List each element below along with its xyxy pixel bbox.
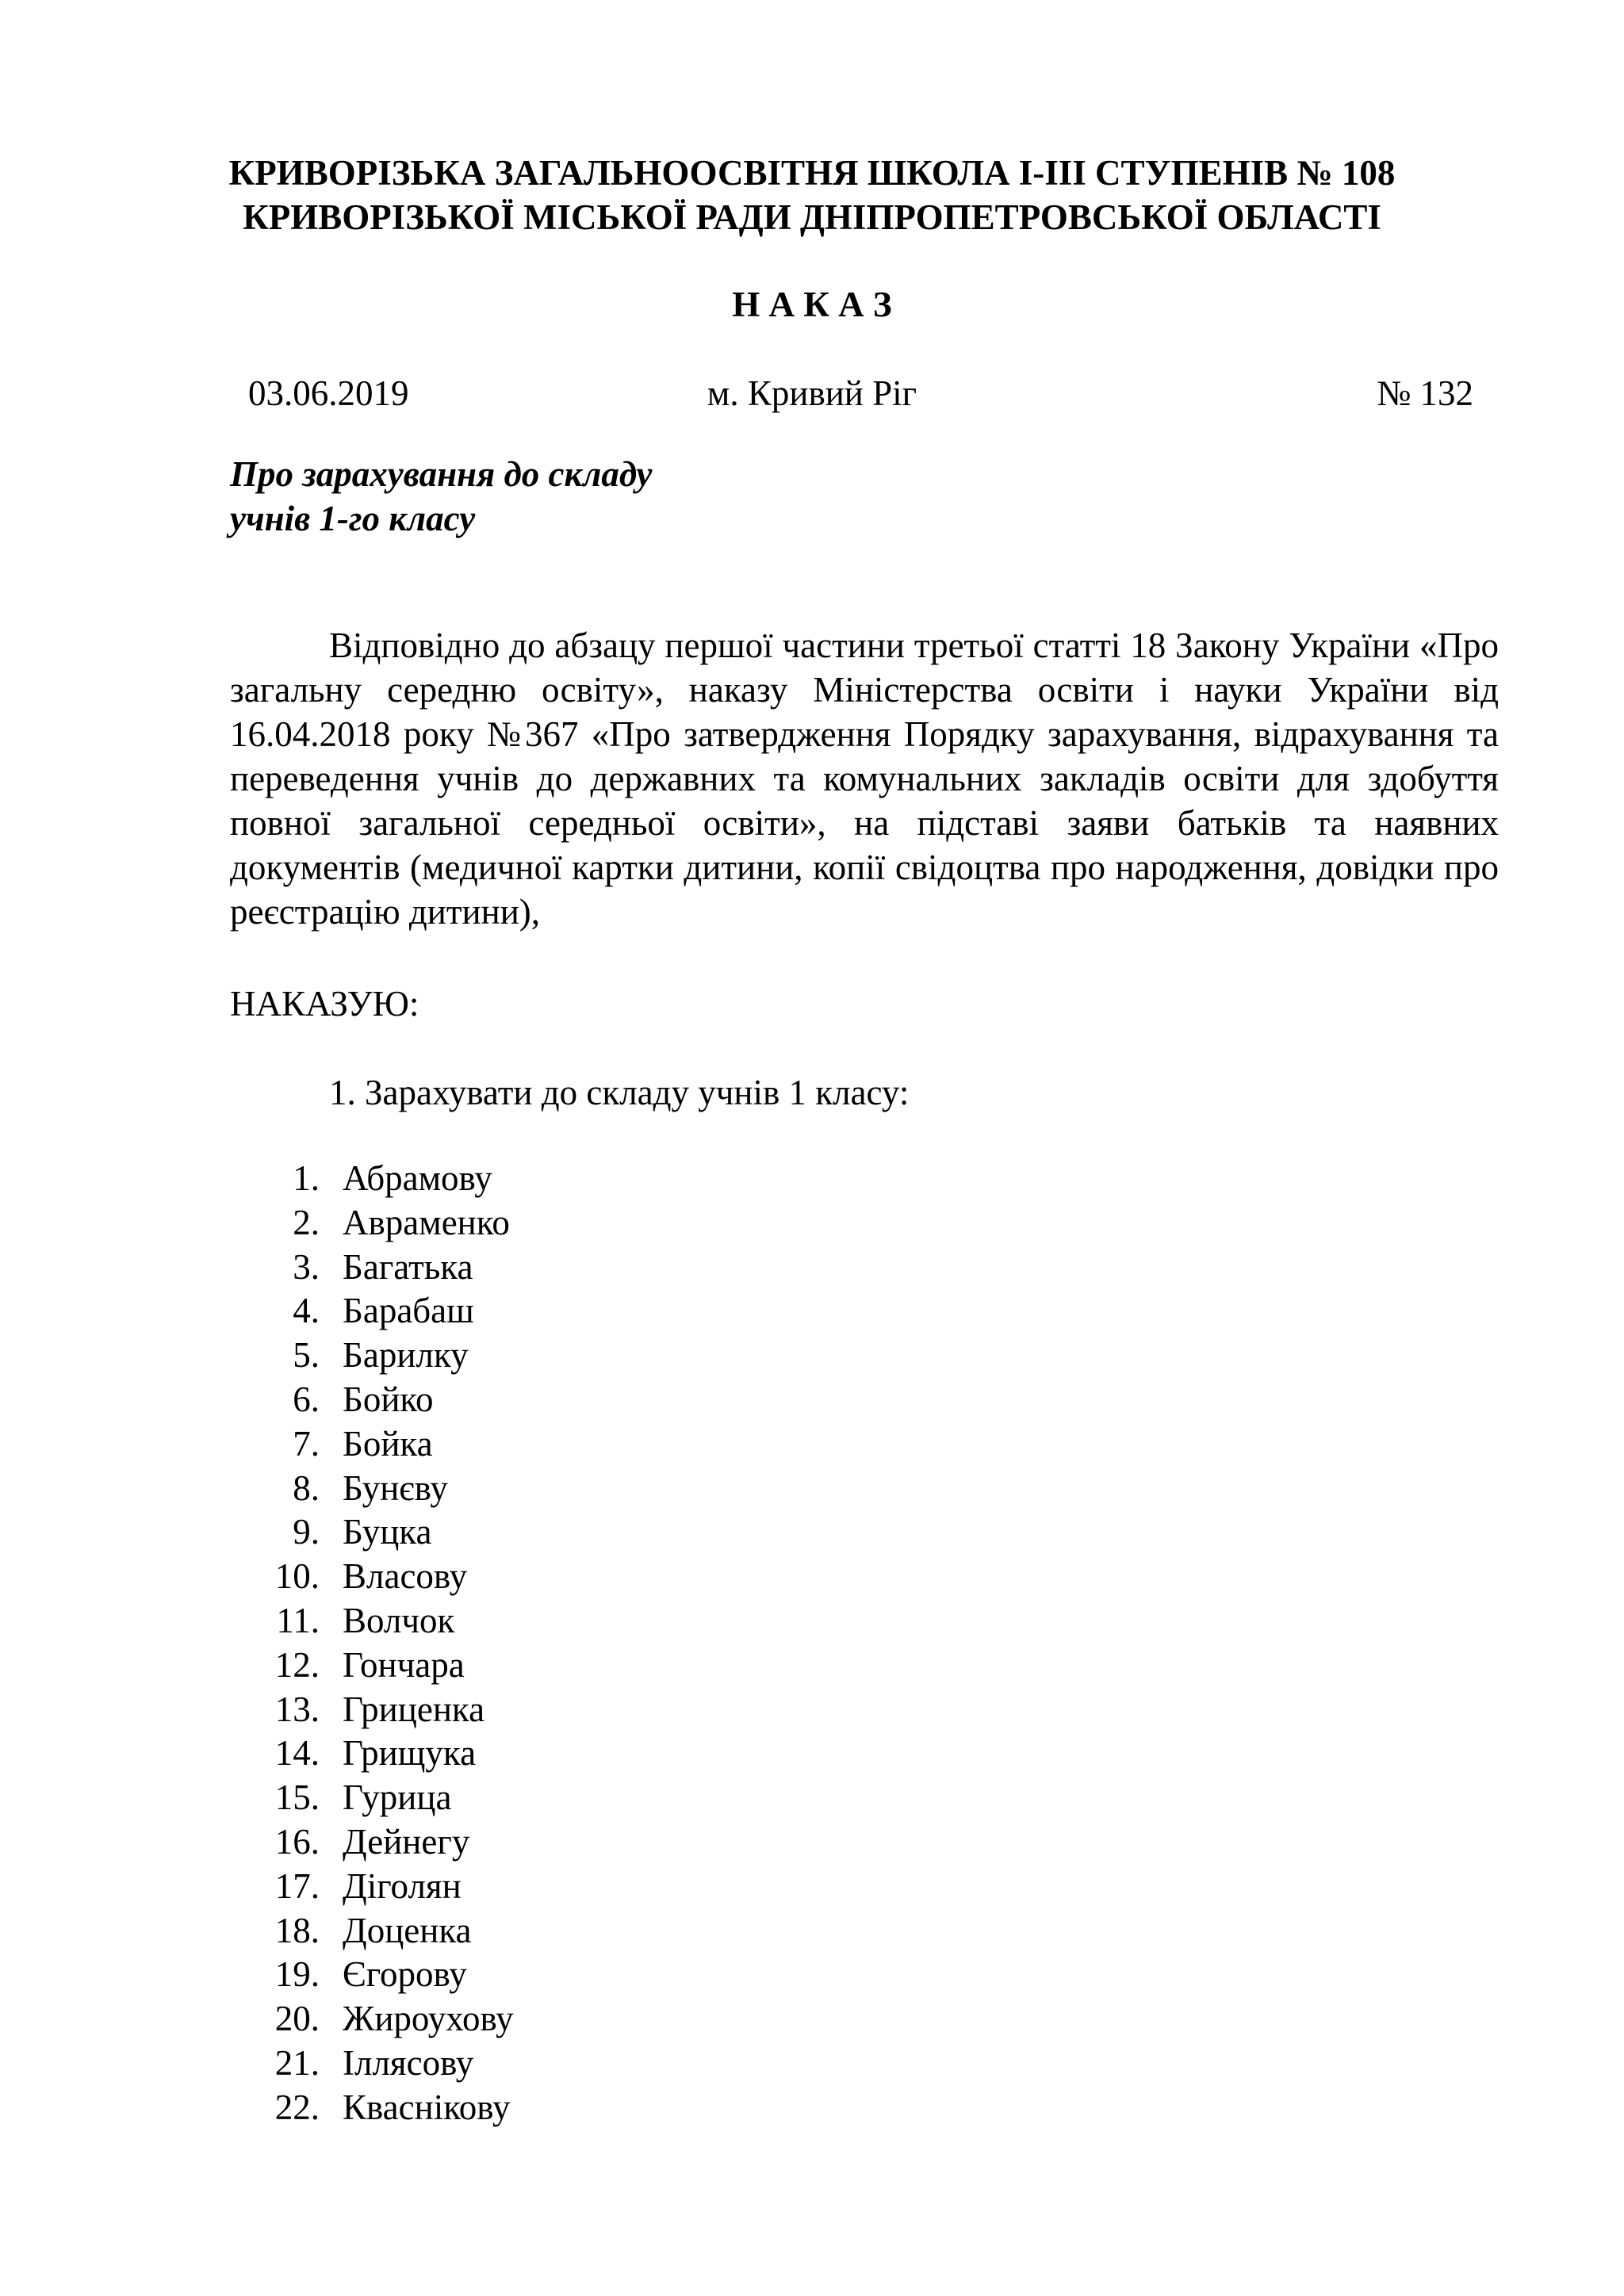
student-number: 22. — [274, 2087, 320, 2127]
student-number: 7. — [293, 1423, 320, 1464]
student-list-item — [230, 1334, 469, 1378]
student-name: Діголян — [343, 1866, 462, 1906]
student-name: Волчок — [343, 1600, 455, 1640]
student-number: 18. — [274, 1910, 320, 1950]
student-name: Дейнегу — [343, 1821, 470, 1862]
student-list-item — [230, 1555, 468, 1599]
student-name: Багатька — [343, 1246, 473, 1287]
student-number: 1. — [293, 1158, 320, 1198]
student-list-item — [230, 1865, 462, 1909]
school-name — [159, 151, 1465, 239]
student-list-item — [230, 1953, 467, 1997]
student-name: Грищука — [343, 1733, 477, 1774]
student-number: 19. — [274, 1954, 320, 1995]
student-list-item — [230, 1732, 477, 1776]
order-subject-line-2: учнів 1-го класу — [230, 499, 476, 538]
student-name: Буцка — [343, 1512, 432, 1552]
student-number: 4. — [293, 1291, 320, 1331]
student-list-item — [230, 1378, 434, 1422]
student-number: 9. — [293, 1512, 320, 1552]
student-list-item — [230, 2086, 511, 2130]
student-number: 21. — [274, 2042, 320, 2083]
student-list-item — [230, 1909, 472, 1954]
student-number: 2. — [293, 1202, 320, 1242]
student-name: Бойка — [343, 1423, 433, 1464]
student-number: 15. — [274, 1777, 320, 1818]
student-number: 11. — [276, 1600, 320, 1640]
student-number: 20. — [274, 1999, 320, 2039]
student-name: Бойко — [343, 1379, 434, 1419]
student-name: Власову — [343, 1556, 468, 1597]
student-list-item — [230, 1997, 514, 2042]
student-number: 16. — [274, 1821, 320, 1862]
student-number: 13. — [274, 1689, 320, 1729]
student-name: Гриценка — [343, 1689, 485, 1729]
preamble-paragraph: Відповідно до абзацу першої частини третьої статті 18 Закону України «Про загальну середню освіту», наказу Міністерства освіти і науки України від 16.04.2018 року №367 «Про затвердження Порядку зарахування, відрахування та переведення учнів до державних та комунальних закладів освіти для здобуття повної загальної середньої освіти», на підставі заяви батьків та наявних документів (медичної картки дитини, копії свідоцтва про народження, довідки про реєстрацію дитини), — [230, 626, 1499, 932]
student-list-item — [230, 1467, 448, 1511]
student-number: 14. — [274, 1733, 320, 1774]
student-list-item — [230, 1644, 465, 1688]
student-list-item — [230, 1599, 455, 1644]
student-name: Єгорову — [343, 1954, 467, 1995]
student-name: Бунєву — [343, 1468, 448, 1508]
order-number: № 132 — [1377, 373, 1473, 413]
order-city: м. Кривий Ріг — [707, 373, 917, 413]
order-title: Н А К А З — [732, 285, 892, 324]
student-name: Барилку — [343, 1335, 469, 1376]
order-point-1: 1. Зарахувати до складу учнів 1 класу: — [329, 1073, 910, 1112]
student-name: Жироухову — [343, 1999, 514, 2039]
student-name: Авраменко — [343, 1202, 510, 1242]
students-list — [230, 1157, 514, 2130]
student-list-item — [230, 2042, 474, 2086]
student-list-item — [230, 1776, 452, 1820]
student-name: Кваснікову — [343, 2087, 511, 2127]
school-name-line-2: КРИВОРІЗЬКОЇ МІСЬКОЇ РАДИ ДНІПРОПЕТРОВСЬКОЇ ОБЛАСТІ — [243, 197, 1381, 237]
order-subject-line-1: Про зарахування до складу — [230, 454, 653, 494]
student-name: Доценка — [343, 1910, 472, 1950]
student-list-item — [230, 1510, 432, 1555]
student-number: 12. — [274, 1644, 320, 1685]
order-subject — [230, 452, 653, 541]
student-number: 6. — [293, 1379, 320, 1419]
school-name-line-1: КРИВОРІЗЬКА ЗАГАЛЬНООСВІТНЯ ШКОЛА І-ІІІ СТУПЕНІВ № 108 — [228, 153, 1396, 193]
student-number: 5. — [293, 1335, 320, 1376]
student-number: 17. — [274, 1866, 320, 1906]
student-list-item — [230, 1201, 510, 1246]
student-name: Гончара — [343, 1644, 465, 1685]
student-list-item — [230, 1820, 470, 1865]
order-meta-row — [0, 371, 1624, 419]
student-number: 8. — [293, 1468, 320, 1508]
student-number: 3. — [293, 1246, 320, 1287]
student-list-item — [230, 1688, 485, 1732]
student-list-item — [230, 1157, 492, 1201]
student-name: Іллясову — [343, 2042, 474, 2083]
student-number: 10. — [274, 1556, 320, 1597]
order-word: НАКАЗУЮ: — [230, 984, 419, 1024]
student-name: Абрамову — [343, 1158, 492, 1198]
student-list-item — [230, 1289, 474, 1334]
student-list-item — [230, 1422, 433, 1467]
student-name: Барабаш — [343, 1291, 474, 1331]
student-name: Гурица — [343, 1777, 452, 1818]
order-date: 03.06.2019 — [248, 373, 409, 413]
student-list-item — [230, 1246, 473, 1290]
